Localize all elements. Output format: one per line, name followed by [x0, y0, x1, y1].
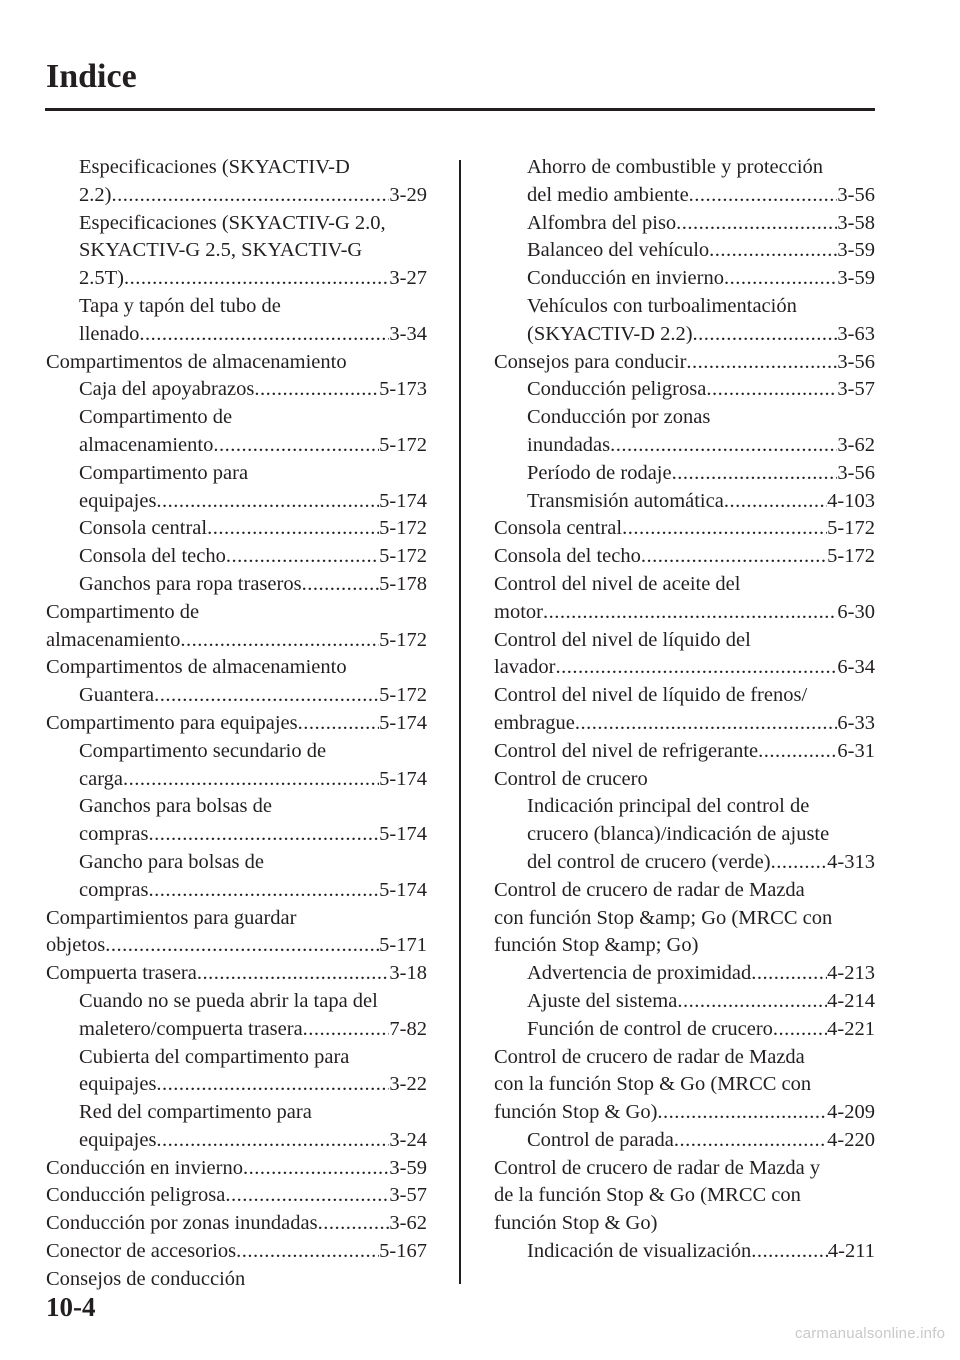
index-subentry [46, 821, 427, 849]
entry-page-ref: 5-174 [379, 489, 427, 512]
entry-page-ref: 4-214 [827, 989, 875, 1012]
dot-leader [610, 432, 837, 460]
index-subentry [494, 988, 875, 1016]
entry-page-ref: 3-62 [389, 1212, 427, 1235]
entry-text: Especificaciones (SKYACTIV-G 2.0, [79, 211, 386, 234]
entry-text: Red del compartimento para [79, 1101, 312, 1124]
entry-text: Ahorro de combustible y protección [527, 156, 824, 178]
dot-leader [693, 321, 838, 349]
entry-text: Indicación de visualización [527, 1240, 752, 1263]
index-subentry [46, 1016, 427, 1044]
entry-text: Alfombra del piso [527, 211, 677, 234]
index-entry [494, 349, 875, 377]
index-entry [46, 349, 427, 377]
entry-page-ref: 3-63 [837, 322, 875, 345]
dot-leader [622, 515, 827, 543]
entry-page-ref: 5-172 [379, 517, 427, 540]
index-entry [494, 543, 875, 571]
entry-text: SKYACTIV-G 2.5, SKYACTIV-G [79, 239, 363, 262]
entry-page-ref: 5-178 [379, 572, 427, 595]
entry-page-ref: 5-174 [379, 767, 427, 790]
page-title: Indice [46, 58, 137, 95]
entry-text: de la función Stop & Go (MRCC con [494, 1184, 801, 1207]
entry-text: llenado [79, 322, 140, 345]
entry-page-ref: 3-56 [837, 350, 875, 373]
dot-leader [243, 1155, 389, 1183]
entry-text: equipajes [79, 489, 157, 512]
entry-page-ref: 3-59 [389, 1156, 427, 1179]
entry-text: Consola del techo [494, 545, 641, 568]
index-entry [494, 877, 875, 905]
index-subentry [46, 1044, 427, 1072]
index-subentry [46, 988, 427, 1016]
entry-text: con función Stop &amp; Go (MRCC con [494, 906, 833, 929]
index-entry [494, 682, 875, 710]
dot-leader [709, 237, 837, 265]
dot-leader [213, 432, 379, 460]
index-subentry [494, 265, 875, 293]
entry-text: equipajes [79, 1073, 157, 1096]
entry-page-ref: 3-24 [389, 1128, 427, 1151]
entry-text: función Stop & Go) [494, 1212, 658, 1235]
entry-text: Conducción por zonas inundadas [46, 1212, 318, 1235]
entry-text: almacenamiento [46, 628, 181, 651]
index-subentry [46, 432, 427, 460]
index-entry [494, 571, 875, 599]
index-subentry [494, 960, 875, 988]
entry-text: (SKYACTIV-D 2.2) [527, 322, 693, 345]
dot-leader [156, 488, 379, 516]
index-subentry [46, 543, 427, 571]
index-subentry [494, 376, 875, 404]
index-entry [494, 766, 875, 794]
entry-text: Consola central [79, 517, 208, 540]
entry-page-ref: 5-174 [379, 711, 427, 734]
dot-leader [154, 682, 379, 710]
index-subentry [46, 210, 427, 238]
entry-text: Consola del techo [79, 545, 226, 568]
entry-text: Control de parada [527, 1128, 674, 1151]
entry-text: Compartimento de [46, 600, 200, 623]
entry-page-ref: 5-172 [379, 628, 427, 651]
index-subentry [46, 571, 427, 599]
index-entry [46, 1266, 427, 1294]
index-subentry [494, 793, 875, 821]
index-entry [46, 1238, 427, 1266]
column-divider [459, 160, 461, 1284]
dot-leader [706, 376, 837, 404]
entry-text: Control del nivel de refrigerante [494, 739, 759, 762]
index-entry [494, 515, 875, 543]
entry-page-ref: 3-29 [389, 183, 427, 206]
entry-page-ref: 6-31 [837, 739, 875, 762]
index-subentry [494, 460, 875, 488]
index-subentry [494, 432, 875, 460]
dot-leader [771, 849, 828, 877]
entry-text: Conducción peligrosa [46, 1184, 226, 1207]
index-subentry [494, 293, 875, 321]
index-subentry [494, 404, 875, 432]
entry-text: Compartimento para equipajes [46, 711, 298, 734]
index-entry [494, 710, 875, 738]
dot-leader [123, 766, 379, 794]
entry-page-ref: 3-57 [389, 1184, 427, 1207]
index-subentry [494, 237, 875, 265]
entry-text: 2.5T) [79, 267, 124, 290]
entry-page-ref: 5-172 [379, 684, 427, 707]
dot-leader [641, 543, 827, 571]
entry-text: Indicación principal del control de [527, 795, 810, 818]
dot-leader [111, 182, 389, 210]
entry-text: Ganchos para bolsas de [79, 795, 272, 818]
dot-leader [689, 182, 838, 210]
entry-page-ref: 4-209 [827, 1101, 875, 1124]
entry-page-ref: 6-30 [837, 600, 875, 623]
entry-text: Balanceo del vehículo [527, 239, 710, 262]
dot-leader [674, 1127, 827, 1155]
entry-text: Consola central [494, 517, 623, 540]
index-entry [494, 1071, 875, 1099]
entry-text: motor [494, 600, 543, 623]
index-entry [494, 1182, 875, 1210]
entry-page-ref: 6-33 [837, 711, 875, 734]
entry-text: función Stop &amp; Go) [494, 934, 699, 957]
entry-page-ref: 5-171 [379, 934, 427, 957]
entry-text: Tapa y tapón del tubo de [79, 294, 281, 317]
entry-text: equipajes [79, 1128, 157, 1151]
index-subentry [46, 682, 427, 710]
entry-text: Consejos para conducir [494, 350, 687, 373]
dot-leader [543, 599, 837, 627]
entry-page-ref: 3-27 [389, 267, 427, 290]
entry-page-ref: 5-172 [379, 545, 427, 568]
entry-text: Consejos de conducción [46, 1267, 246, 1290]
entry-text: compras [79, 878, 149, 901]
index-subentry [494, 1016, 875, 1044]
entry-text: Advertencia de proximidad [527, 962, 752, 985]
entry-text: almacenamiento [79, 433, 214, 456]
index-entry [494, 1099, 875, 1127]
entry-page-ref: 5-172 [827, 517, 875, 540]
dot-leader [751, 960, 827, 988]
dot-leader [302, 571, 380, 599]
index-subentry [46, 182, 427, 210]
dot-leader [254, 376, 379, 404]
index-column-left [46, 154, 427, 1294]
index-subentry [46, 265, 427, 293]
entry-page-ref: 3-62 [837, 433, 875, 456]
entry-text: Control de crucero [494, 767, 648, 790]
entry-text: embrague [494, 711, 575, 734]
index-entry [494, 905, 875, 933]
entry-text: Cubierta del compartimento para [79, 1045, 350, 1068]
entry-page-ref: 3-34 [389, 322, 427, 345]
header-rule [45, 108, 875, 111]
entry-text: Control del nivel de aceite del [494, 572, 741, 595]
entry-text: del control de crucero (verde) [527, 850, 771, 873]
dot-leader [139, 321, 389, 349]
entry-text: 2.2) [79, 183, 112, 206]
entry-text: Ajuste del sistema [527, 989, 678, 1012]
dot-leader [303, 1016, 390, 1044]
index-subentry [46, 376, 427, 404]
entry-text: lavador [494, 656, 556, 679]
dot-leader [226, 543, 379, 571]
index-subentry [494, 1127, 875, 1155]
entry-text: Período de rodaje [527, 461, 672, 484]
dot-leader [156, 1127, 389, 1155]
dot-leader [236, 1238, 379, 1266]
entry-text: Cuando no se pueda abrir la tapa del [79, 989, 378, 1012]
dot-leader [724, 265, 837, 293]
index-entry [46, 710, 427, 738]
entry-page-ref: 4-103 [827, 489, 875, 512]
dot-leader [148, 877, 379, 905]
dot-leader [124, 265, 389, 293]
entry-text: con la función Stop & Go (MRCC con [494, 1073, 812, 1096]
index-subentry [46, 460, 427, 488]
dot-leader [575, 710, 838, 738]
index-subentry [494, 849, 875, 877]
entry-text: Compartimento secundario de [79, 739, 327, 762]
entry-page-ref: 6-34 [837, 656, 875, 679]
dot-leader [657, 1099, 827, 1127]
page-number: 10-4 [46, 1292, 96, 1322]
dot-leader [148, 821, 379, 849]
index-entry [494, 1155, 875, 1183]
entry-text: Control de crucero de radar de Mazda [494, 878, 805, 901]
index-subentry [494, 182, 875, 210]
entry-text: del medio ambiente [527, 183, 689, 206]
dot-leader [225, 1182, 389, 1210]
index-entry [46, 1182, 427, 1210]
watermark: carmanualsonline.info [795, 1325, 946, 1342]
index-subentry [494, 154, 875, 182]
entry-page-ref: 5-173 [379, 378, 427, 401]
entry-text: Función de control de crucero [527, 1017, 773, 1040]
entry-text: Conector de accesorios [46, 1240, 237, 1263]
index-entry [46, 960, 427, 988]
entry-page-ref: 5-167 [379, 1240, 427, 1263]
dot-leader [555, 654, 837, 682]
index-subentry [46, 793, 427, 821]
entry-text: Control del nivel de líquido del [494, 628, 751, 651]
index-entry [46, 599, 427, 627]
entry-text: carga [79, 767, 124, 790]
entry-text: Compartimentos de almacenamiento [46, 656, 347, 679]
entry-page-ref: 3-56 [837, 183, 875, 206]
index-subentry [46, 1127, 427, 1155]
dot-leader [773, 1016, 827, 1044]
index-subentry [494, 488, 875, 516]
entry-text: Compartimentos de almacenamiento [46, 350, 347, 373]
dot-leader [180, 627, 379, 655]
index-entry [494, 599, 875, 627]
entry-page-ref: 5-174 [379, 878, 427, 901]
entry-text: Conducción por zonas [527, 406, 711, 429]
index-subentry [494, 210, 875, 238]
entry-text: Control de crucero de radar de Mazda y [494, 1156, 821, 1179]
index-column-right [494, 154, 875, 1266]
index-entry [494, 738, 875, 766]
dot-leader [156, 1071, 389, 1099]
entry-text: Compartimento de [79, 406, 233, 429]
index-subentry [46, 766, 427, 794]
entry-text: Conducción en invierno [46, 1156, 243, 1179]
index-entry [46, 1155, 427, 1183]
dot-leader [672, 460, 838, 488]
entry-text: Control del nivel de líquido de frenos/ [494, 684, 808, 707]
index-entry [494, 932, 875, 960]
dot-leader [298, 710, 380, 738]
entry-page-ref: 3-56 [837, 461, 875, 484]
entry-page-ref: 5-172 [379, 433, 427, 456]
index-entry [46, 627, 427, 655]
dot-leader [318, 1210, 390, 1238]
dot-leader [197, 960, 390, 988]
index-subentry [46, 515, 427, 543]
dot-leader [207, 515, 379, 543]
index-entry [46, 932, 427, 960]
entry-text: Conducción en invierno [527, 267, 724, 290]
index-subentry [494, 321, 875, 349]
entry-text: Gancho para bolsas de [79, 850, 265, 873]
index-subentry [494, 1238, 875, 1266]
entry-page-ref: 4-221 [827, 1017, 875, 1040]
entry-page-ref: 5-174 [379, 823, 427, 846]
entry-text: Compuerta trasera [46, 962, 197, 985]
entry-page-ref: 3-22 [389, 1073, 427, 1096]
index-subentry [46, 488, 427, 516]
entry-page-ref: 3-18 [389, 962, 427, 985]
dot-leader [676, 210, 837, 238]
entry-text: Caja del apoyabrazos [79, 378, 255, 401]
entry-page-ref: 4-220 [827, 1128, 875, 1151]
entry-text: crucero (blanca)/indicación de ajuste [527, 823, 830, 846]
entry-page-ref: 7-82 [389, 1017, 427, 1040]
entry-text: Compartimento para [79, 461, 249, 484]
index-subentry [46, 404, 427, 432]
index-subentry [494, 821, 875, 849]
index-subentry [46, 154, 427, 182]
entry-text: Control de crucero de radar de Mazda [494, 1045, 805, 1068]
index-entry [46, 1210, 427, 1238]
entry-text: Vehículos con turboalimentación [527, 294, 797, 317]
index-subentry [46, 1071, 427, 1099]
dot-leader [105, 932, 379, 960]
index-subentry [46, 877, 427, 905]
entry-page-ref: 3-57 [837, 378, 875, 401]
dot-leader [677, 988, 827, 1016]
entry-text: Ganchos para ropa traseros [79, 572, 302, 595]
index-entry [494, 627, 875, 655]
index-entry [494, 654, 875, 682]
index-entry [46, 905, 427, 933]
index-subentry [46, 738, 427, 766]
index-subentry [46, 321, 427, 349]
entry-text: inundadas [527, 433, 611, 456]
entry-text: función Stop & Go) [494, 1101, 658, 1124]
entry-text: Especificaciones (SKYACTIV-D [79, 156, 350, 178]
index-subentry [46, 293, 427, 321]
entry-page-ref: 4-313 [827, 850, 875, 873]
dot-leader [724, 488, 827, 516]
entry-text: maletero/compuerta trasera [79, 1017, 303, 1040]
index-entry [46, 654, 427, 682]
entry-text: Guantera [79, 684, 155, 707]
index-subentry [46, 849, 427, 877]
entry-text: objetos [46, 934, 106, 957]
entry-text: Transmisión automática [527, 489, 724, 512]
entry-page-ref: 3-59 [837, 239, 875, 262]
entry-page-ref: 3-59 [837, 267, 875, 290]
entry-text: Compartimientos para guardar [46, 906, 297, 929]
dot-leader [758, 738, 837, 766]
entry-text: Conducción peligrosa [527, 378, 707, 401]
dot-leader [751, 1238, 828, 1266]
entry-page-ref: 4-211 [827, 1240, 875, 1263]
entry-text: compras [79, 823, 149, 846]
entry-page-ref: 5-172 [827, 545, 875, 568]
index-entry [494, 1044, 875, 1072]
index-subentry [46, 1099, 427, 1127]
index-entry [494, 1210, 875, 1238]
entry-page-ref: 3-58 [837, 211, 875, 234]
index-subentry [46, 237, 427, 265]
entry-page-ref: 4-213 [827, 962, 875, 985]
dot-leader [686, 349, 837, 377]
